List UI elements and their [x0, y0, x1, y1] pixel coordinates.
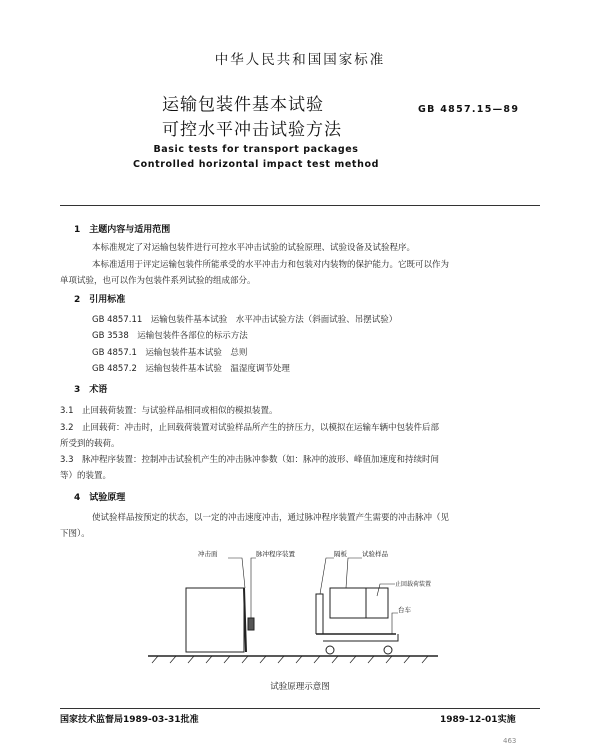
leader-impact-face [228, 558, 245, 588]
section-1-para-1: 本标准规定了对运输包装件进行可控水平冲击试验的试验原理、试验设备及试验程序。 [92, 243, 416, 253]
carriage-separator-frame [316, 594, 323, 634]
impact-wall [186, 588, 244, 652]
carriage-wheel [326, 646, 334, 654]
label-carriage: 台车 [398, 606, 411, 614]
leader-carriage [392, 613, 398, 634]
label-separator: 隔板 [334, 550, 347, 558]
approval-line: 国家技术监督局1989-03-31批准 [60, 715, 199, 725]
term-3-2b: 所受到的载荷。 [60, 439, 120, 449]
english-title-line1: Basic tests for transport packages [153, 144, 359, 155]
doc-title-line2: 可控水平冲击试验方法 [162, 120, 342, 140]
ref-item: GB 4857.11 运输包装件基本试验 水平冲击试验方法（斜面试验、吊摆试验） [92, 315, 398, 325]
label-pulse-device: 脉冲程序装置 [256, 550, 295, 558]
standard-number: GB 4857.15—89 [418, 104, 520, 115]
term-3-3a: 3.3 脉冲程序装置：控制冲击试验机产生的冲击脉冲参数（如：脉冲的波形、峰值加速度和持续时间 [60, 455, 440, 465]
pulse-programmer [248, 618, 254, 630]
test-specimen [330, 588, 366, 618]
label-impact-face: 冲击面 [198, 550, 218, 558]
leader-separator [320, 558, 334, 594]
carriage-wheel [384, 646, 392, 654]
ground-hatching [152, 656, 428, 663]
leader-pulse-device [251, 558, 256, 618]
issuing-country-title: 中华人民共和国国家标准 [214, 52, 386, 68]
label-back-load-device: 止回载荷装置 [395, 581, 432, 588]
ref-item: GB 3538 运输包装件各部位的标示方法 [92, 331, 248, 341]
section-3-heading: 3 术语 [74, 385, 108, 395]
test-principle-diagram [148, 546, 448, 664]
figure-caption: 试验原理示意图 [270, 682, 330, 692]
ref-item: GB 4857.1 运输包装件基本试验 总则 [92, 348, 248, 358]
carriage-frame [323, 634, 398, 641]
footer-divider [60, 708, 540, 709]
effective-date: 1989-12-01实施 [440, 715, 516, 725]
section-2-heading: 2 引用标准 [74, 295, 126, 305]
leader-specimen [346, 558, 362, 588]
term-3-2a: 3.2 止回载荷：冲击时，止回载荷装置对试验样品所产生的挤压力，以模拟在运输车辆中包装件后部 [60, 423, 440, 433]
section-4-para-b: 下图）。 [60, 529, 90, 539]
section-4-heading: 4 试验原理 [74, 493, 126, 503]
back-load-device [366, 588, 388, 618]
header-divider [60, 205, 540, 206]
english-title-line2: Controlled horizontal impact test method [133, 159, 379, 170]
page-number: 463 [503, 737, 517, 745]
leader-backload [377, 584, 395, 596]
doc-title-line1: 运输包装件基本试验 [162, 95, 324, 115]
section-4-para-a: 使试验样品按预定的状态，以一定的冲击速度冲击，通过脉冲程序装置产生需要的冲击脉冲（见 [92, 513, 450, 523]
section-1-para-2a: 本标准适用于评定运输包装件所能承受的水平冲击力和包装对内装物的保护能力。它既可以作为 [92, 260, 450, 270]
section-1-para-2b: 单项试验，也可以作为包装件系列试验的组成部分。 [60, 276, 256, 286]
label-specimen: 试验样品 [362, 550, 388, 558]
term-3-3b: 等）的装置。 [60, 471, 112, 481]
section-1-heading: 1 主题内容与适用范围 [74, 225, 171, 235]
ref-item: GB 4857.2 运输包装件基本试验 温湿度调节处理 [92, 364, 290, 374]
term-3-1: 3.1 止回载荷装置：与试验样品相同或相似的模拟装置。 [60, 406, 278, 416]
